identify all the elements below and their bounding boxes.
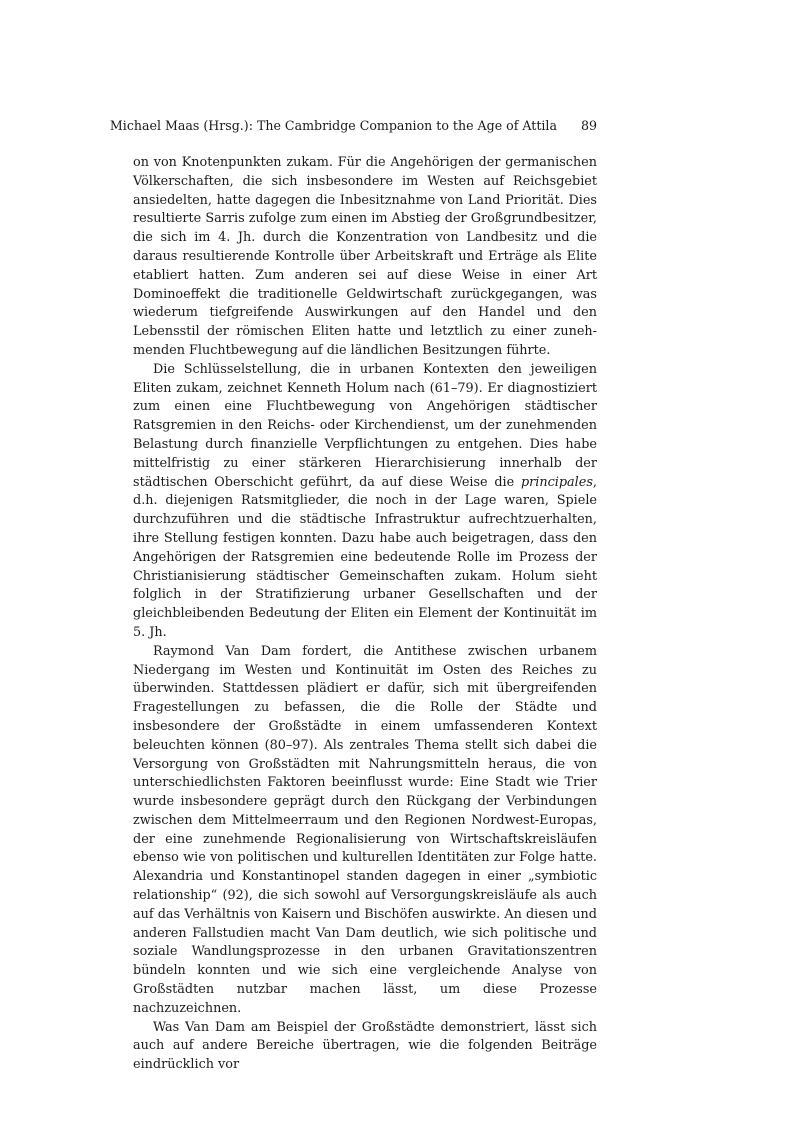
paragraph [133,361,597,643]
paragraph [133,643,597,1019]
page [109,118,597,1075]
paragraph [133,154,597,361]
running-title: Michael Maas (Hrsg.): The Cambridge Companion to the Age of Attila [109,118,557,133]
page-number: 89 [580,118,597,133]
paragraph-text: , d.h. diejenigen Ratsmitglieder, die noch in der Lage waren, Spiele durchzuführen und die städtische Infrastruktur aufrechtzuerhalten, ihre Stellung festigen konnten. Dazu habe auch beigetragen, dass den Angehörigen der Ratsgremien eine bedeutende Rolle im Prozess der Christianisierung städtischer Gemeinschaften zukam. Holum sieht folglich in der Stratifizierung urbaner Gesellschaften und der gleichbleibenden Bedeutung der Eliten ein Element der Kontinuität im 5. Jh. [133,474,597,640]
paragraph-text: Was Van Dam am Beispiel der Großstädte demonstriert, lässt sich auch auf andere Bereiche übertragen, wie die folgenden Beiträge eindrücklich vor [133,1019,597,1073]
paragraph-text: Raymond Van Dam fordert, die Antithese zwischen urbanem Niedergang im Westen und Kontinuität im Osten des Reiches zu überwinden. Stattdessen plädiert er dafür, sich mit übergreifenden Fragestellungen zu befassen, die die Rolle der Städte und insbesondere der Großstädte in einem umfassenderen Kontext beleuchten können (80–97). Als zentrales Thema stellt sich dabei die Versorgung von Großstädten mit Nahrungsmitteln heraus, die von unterschiedlichsten Faktoren beeinflusst wurde: Eine Stadt wie Trier wurde insbesondere geprägt durch den Rückgang der Verbindungen zwischen dem Mittelmeerraum und den Regionen Nordwest-Europas, der eine zunehmende Regionalisierung von Wirtschaftskreisläufen ebenso wie von politischen und kulturellen Identitäten zur Folge hatte. Alexandria und Konstantinopel standen dagegen in einer „symbiotic relationship“ (92), die sich sowohl auf Versorgungskreisläufe als auch auf das Verhältnis von Kaisern und Bischöfen auswirkte. An diesen und anderen Fallstudien macht Van Dam deutlich, wie sich politische und soziale Wandlungsprozesse in den urbanen Gravitationszentren bündeln konnten und wie sich eine vergleichende Analyse von Großstädten nutzbar machen lässt, um diese Prozesse nachzuzeichnen. [133,643,597,1016]
body-text [133,154,597,1075]
running-head [109,118,597,134]
paragraph-text: Die Schlüsselstellung, die in urbanen Kontexten den jeweiligen Eliten zukam, zeichnet Kenneth Holum nach (61–79). Er diagnostiziert zum einen eine Fluchtbewegung von Angehörigen städtischer Ratsgremien in den Reichs- oder Kirchendienst, um der zunehmenden Belastung durch finanzielle Verpflichtungen zu entgehen. Dies habe mittelfristig zu einer stärkeren Hierarchisierung innerhalb der städtischen Oberschicht geführt, da auf diese Weise die [133,361,597,490]
paragraph [133,1019,597,1075]
emphasis-text: principales [520,474,593,490]
paragraph-text: on von Knotenpunkten zukam. Für die Angehörigen der germanischen Völkerschaften, die sich insbesondere im Westen auf Reichsgebiet ansiedelten, hatte dagegen die Inbesitznahme von Land Priorität. Dies resultierte Sarris zufolge zum einen im Abstieg der Großgrundbesitzer, die sich im 4. Jh. durch die Konzentration von Landbesitz und die daraus resultierende Kontrolle über Arbeitskraft und Erträge als Elite etabliert hatten. Zum anderen sei auf diese Weise in einer Art Dominoeffekt die traditionelle Geldwirtschaft zurückgegangen, was wiederum tiefgreifende Auswirkungen auf den Handel und den Lebensstil der römischen Eliten hatte und letztlich zu einer zunehmenden Fluchtbewegung auf die ländlichen Besitzungen führte. [133,155,597,358]
